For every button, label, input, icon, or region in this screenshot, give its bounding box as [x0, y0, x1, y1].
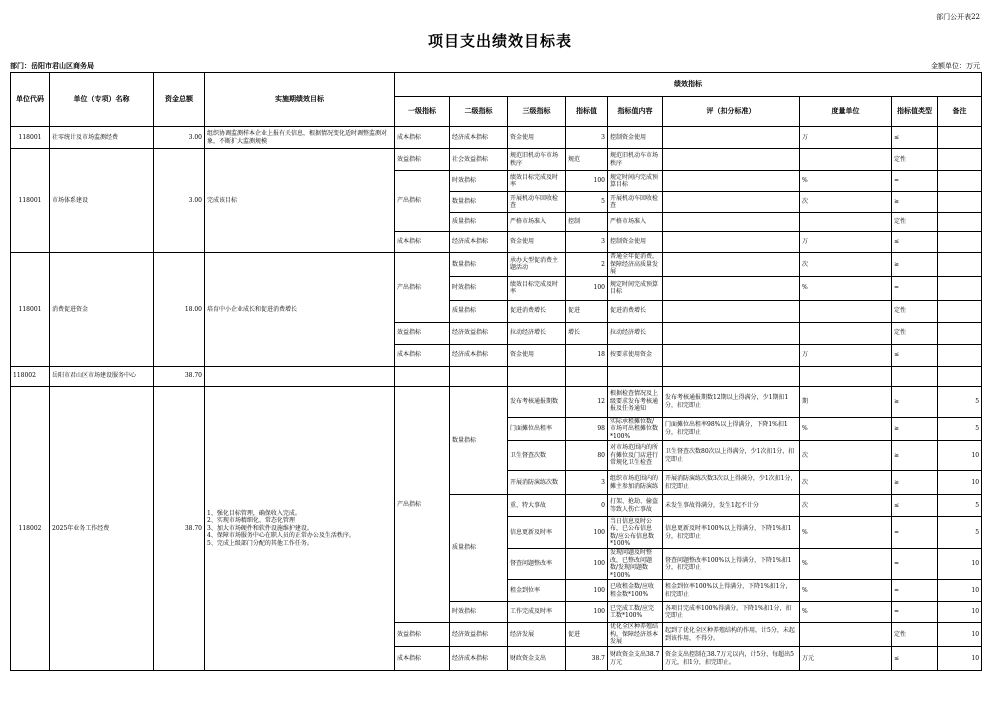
- cell-content: 控制资金使用: [608, 232, 663, 253]
- cell-code: 118001: [11, 149, 50, 253]
- cell-l2: 经济成本指标: [450, 344, 508, 366]
- cell-l2: 经济成本指标: [450, 127, 508, 149]
- cell-score: [663, 344, 800, 366]
- cell-l2: 质量指标: [450, 495, 508, 602]
- cell-value: 3: [566, 471, 608, 495]
- cell-l2: 时效指标: [450, 276, 508, 300]
- cell-value: 0: [566, 495, 608, 517]
- table-row: [11, 127, 982, 149]
- cell-note: 10: [938, 549, 982, 580]
- cell-note: [938, 127, 982, 149]
- cell-goal: 1、强化目标管理，确保收入完成。 2、实现市场精细化、常态化管理 3、加大市场硬件和软件设施维护建设。 4、保障市场服务中心在职人员的正常办公及生活秩序。 5、完成上级部门分配的其他工作任务。: [205, 386, 395, 671]
- cell-content: 财政资金支出38.7万元: [608, 647, 663, 671]
- cell-amount: 38.70: [154, 386, 205, 671]
- cell-value: 促进: [566, 300, 608, 322]
- cell-note: [938, 276, 982, 300]
- cell-score: 租金到位率100%以上得满分，下降1%扣1分，扣完即止: [663, 580, 800, 602]
- col-score: 评（扣分标准）: [663, 97, 800, 127]
- cell-note: [938, 213, 982, 232]
- cell-code: 118002: [11, 386, 50, 671]
- cell-amount: 38.70: [154, 366, 205, 386]
- cell-unit: %: [800, 580, 892, 602]
- cell-score: [663, 253, 800, 277]
- cell-unit: [800, 213, 892, 232]
- cell-content: 严格市场准入: [608, 213, 663, 232]
- cell-l3: 门面摊位出租率: [508, 417, 566, 441]
- cell-score: 起到了优化全区种养殖结构的作用，计5分，未起到该作用，不得分。: [663, 623, 800, 647]
- cell-value: 38.7: [566, 647, 608, 671]
- cell-score: [663, 232, 800, 253]
- cell-l1: 产出指标: [395, 171, 450, 232]
- cell-unit: 次: [800, 192, 892, 213]
- cell-value: 3: [566, 127, 608, 149]
- table-row: [11, 386, 982, 417]
- cell-l3: 规范旧机动车市场秩序: [508, 149, 566, 171]
- col-content: 指标值内容: [608, 97, 663, 127]
- performance-table: [10, 72, 982, 671]
- cell-l3: 资金使用: [508, 344, 566, 366]
- cell-l3: 重、特大事故: [508, 495, 566, 517]
- cell-score: [663, 300, 800, 322]
- col-amount: 资金总额: [154, 73, 205, 127]
- cell-score: 发布考核通报期数12期以上得满分，少1期扣1分，扣完即止: [663, 386, 800, 417]
- cell-content: 促进消费增长: [608, 300, 663, 322]
- cell-l2: 质量指标: [450, 213, 508, 232]
- cell-l2: 经济效益指标: [450, 322, 508, 344]
- cell-note: 5: [938, 386, 982, 417]
- cell-l1: 成本指标: [395, 232, 450, 253]
- cell-amount: 3.00: [154, 127, 205, 149]
- cell-value: 80: [566, 441, 608, 471]
- cell-vtype: =: [892, 517, 938, 549]
- cell-value: 100: [566, 602, 608, 623]
- cell-l3: 开展消防演练次数: [508, 471, 566, 495]
- cell-l3: 开展机动车回收检查: [508, 192, 566, 213]
- col-code: 单位代码: [11, 73, 50, 127]
- cell-score: [663, 149, 800, 171]
- cell-goal: 组织协调监测样本企业上报有关信息，根据情况变化适时调整监测对象，不断扩大监测规模: [205, 127, 395, 149]
- cell-note: 5: [938, 517, 982, 549]
- cell-name: 消费促进资金: [50, 253, 154, 367]
- cell-l1: 成本指标: [395, 647, 450, 671]
- cell-score: 开展消防演练次数3次以上得满分，少1次扣1分，扣完即止: [663, 471, 800, 495]
- cell-score: [663, 213, 800, 232]
- cell-l2: 经济成本指标: [450, 647, 508, 671]
- cell-value: 促进: [566, 623, 608, 647]
- cell-vtype: ≥: [892, 417, 938, 441]
- cell-l2: 数量指标: [450, 386, 508, 495]
- cell-value: 增长: [566, 322, 608, 344]
- cell-code: 118001: [11, 253, 50, 367]
- cell-l1: 效益指标: [395, 149, 450, 171]
- cell-note: [938, 322, 982, 344]
- cell-l2: 经济成本指标: [450, 232, 508, 253]
- cell-note: 10: [938, 471, 982, 495]
- cell-score: 卫生督查次数80次以上得满分，少1次扣1分，扣完即止: [663, 441, 800, 471]
- cell-score: [663, 276, 800, 300]
- cell-score: [663, 192, 800, 213]
- cell-name: 社零统计及市场监测经费: [50, 127, 154, 149]
- cell-value: 5: [566, 192, 608, 213]
- cell-vtype: ≥: [892, 471, 938, 495]
- cell-vtype: ≤: [892, 344, 938, 366]
- cell-l1: 效益指标: [395, 322, 450, 344]
- cell-l2: 社会效益指标: [450, 149, 508, 171]
- cell-l3: 拉动经济增长: [508, 322, 566, 344]
- cell-l2: 经济效益指标: [450, 623, 508, 647]
- cell-value: 100: [566, 517, 608, 549]
- cell-vtype: ≤: [892, 647, 938, 671]
- col-unit: 度量单位: [800, 97, 892, 127]
- cell-vtype: =: [892, 549, 938, 580]
- cell-note: 10: [938, 647, 982, 671]
- cell-l3: 承办大型促消费主题活动: [508, 253, 566, 277]
- cell-unit: 次: [800, 253, 892, 277]
- cell-content: 按要求使用资金: [608, 344, 663, 366]
- cell-vtype: 定性: [892, 300, 938, 322]
- cell-note: [938, 300, 982, 322]
- cell-value: 2: [566, 253, 608, 277]
- table-number: 部门公开表22: [936, 13, 980, 21]
- cell-unit: 万: [800, 127, 892, 149]
- cell-content: 规定时间完成预算目标: [608, 276, 663, 300]
- table-row: [11, 149, 982, 171]
- cell-content: 普通全年促消费，保障经济高质量发展: [608, 253, 663, 277]
- cell-vtype: 定性: [892, 322, 938, 344]
- cell-value: 12: [566, 386, 608, 417]
- cell-l3: 信息更新及时率: [508, 517, 566, 549]
- cell-l3: 租金到位率: [508, 580, 566, 602]
- cell-l3: 绩效目标完成及时率: [508, 276, 566, 300]
- cell-score: [663, 322, 800, 344]
- cell-content: 对市场范围内的所有摊位及门店进行常规化卫生检查: [608, 441, 663, 471]
- cell-note: 10: [938, 580, 982, 602]
- cell-value: 18: [566, 344, 608, 366]
- cell-note: 5: [938, 495, 982, 517]
- cell-vtype: ≥: [892, 441, 938, 471]
- cell-vtype: ≤: [892, 127, 938, 149]
- table-row: [11, 366, 982, 386]
- cell-content: 组织市场范围内的摊主参加消防演练: [608, 471, 663, 495]
- cell-l2: 时效指标: [450, 602, 508, 623]
- cell-unit: 期: [800, 386, 892, 417]
- cell-note: 10: [938, 623, 982, 647]
- col-name: 单位（专项）名称: [50, 73, 154, 127]
- cell-note: [938, 192, 982, 213]
- col-goal: 实施期绩效目标: [205, 73, 395, 127]
- cell-code: 118002: [11, 366, 50, 386]
- cell-content: 优化全区种养殖结构，保障经济基本发展: [608, 623, 663, 647]
- cell-unit: [800, 149, 892, 171]
- cell-vtype: ≤: [892, 495, 938, 517]
- cell-unit: 次: [800, 495, 892, 517]
- cell-content: 拉动经济增长: [608, 322, 663, 344]
- cell-name: 2025年业务工作经费: [50, 386, 154, 671]
- cell-l2: 数量指标: [450, 253, 508, 277]
- cell-vtype: =: [892, 276, 938, 300]
- cell-value: 100: [566, 580, 608, 602]
- cell-vtype: ≤: [892, 232, 938, 253]
- cell-unit: %: [800, 417, 892, 441]
- cell-unit: 次: [800, 441, 892, 471]
- cell-l2: 质量指标: [450, 300, 508, 322]
- cell-value: 100: [566, 276, 608, 300]
- cell-unit: 万: [800, 344, 892, 366]
- cell-unit: %: [800, 171, 892, 192]
- cell-goal: 培育中小企业成长和促进消费增长: [205, 253, 395, 367]
- cell-score: 门面摊位出租率98%以上得满分，下降1%扣1分，扣完即止: [663, 417, 800, 441]
- cell-note: [938, 149, 982, 171]
- cell-content: 实际承租摊位数/市场可出租摊位数*100%: [608, 417, 663, 441]
- cell-score: [663, 127, 800, 149]
- cell-name: 市场体系建设: [50, 149, 154, 253]
- cell-content: 根据检查情况及上级要求发布考核通报及任务通知: [608, 386, 663, 417]
- col-value: 指标值: [566, 97, 608, 127]
- cell-note: [938, 232, 982, 253]
- cell-score: 信息更新及时率100%以上得满分，下降1%扣1分，扣完即止: [663, 517, 800, 549]
- col-vtype: 指标值类型: [892, 97, 938, 127]
- cell-l3: 财政资金支出: [508, 647, 566, 671]
- cell-vtype: ≥: [892, 253, 938, 277]
- cell-content: 打架、抢劫、偷盗等致人伤亡事故: [608, 495, 663, 517]
- cell-unit: [800, 300, 892, 322]
- cell-value: 100: [566, 549, 608, 580]
- department-label: 部门：岳阳市君山区商务局: [10, 61, 94, 70]
- cell-value: 控制: [566, 213, 608, 232]
- cell-vtype: 定性: [892, 149, 938, 171]
- cell-unit: [800, 322, 892, 344]
- cell-note: 10: [938, 602, 982, 623]
- cell-unit: %: [800, 602, 892, 623]
- cell-l1: 成本指标: [395, 127, 450, 149]
- col-perf: 绩效指标: [395, 73, 982, 97]
- cell-vtype: 定性: [892, 213, 938, 232]
- cell-l1: 产出指标: [395, 386, 450, 623]
- cell-content: 发现问题及时整改，已整改问题数/发现问题数*100%: [608, 549, 663, 580]
- cell-value: 3: [566, 232, 608, 253]
- cell-vtype: =: [892, 602, 938, 623]
- cell-amount: 3.00: [154, 149, 205, 253]
- cell-l3: 卫生督查次数: [508, 441, 566, 471]
- cell-l3: 工作完成及时率: [508, 602, 566, 623]
- cell-score: [663, 171, 800, 192]
- cell-vtype: =: [892, 580, 938, 602]
- cell-unit: 次: [800, 471, 892, 495]
- cell-l1: 成本指标: [395, 344, 450, 366]
- amount-unit-label: 金额单位：万元: [931, 62, 980, 70]
- cell-note: [938, 171, 982, 192]
- cell-note: [938, 344, 982, 366]
- cell-vtype: ≥: [892, 386, 938, 417]
- cell-note: [938, 253, 982, 277]
- cell-code: 118001: [11, 127, 50, 149]
- cell-unit: %: [800, 549, 892, 580]
- col-l2: 二级指标: [450, 97, 508, 127]
- cell-l1: 效益指标: [395, 623, 450, 647]
- page-title: 项目支出绩效目标表: [427, 32, 572, 50]
- cell-content: 开展机动车回收检查: [608, 192, 663, 213]
- cell-content: 规定时间内完成预算目标: [608, 171, 663, 192]
- cell-unit: [800, 623, 892, 647]
- cell-note: 5: [938, 417, 982, 441]
- cell-l3: 发布考核通报期数: [508, 386, 566, 417]
- col-note: 备注: [938, 97, 982, 127]
- cell-vtype: 定性: [892, 623, 938, 647]
- col-l3: 三级指标: [508, 97, 566, 127]
- cell-score: 未发生事故得满分，发生1起不计分: [663, 495, 800, 517]
- cell-content: 已完成工数/应完工数*100%: [608, 602, 663, 623]
- cell-l3: 严格市场准入: [508, 213, 566, 232]
- cell-unit: 万元: [800, 647, 892, 671]
- cell-unit: %: [800, 517, 892, 549]
- cell-value: 100: [566, 171, 608, 192]
- cell-content: 控制资金使用: [608, 127, 663, 149]
- cell-unit: 万: [800, 232, 892, 253]
- cell-vtype: =: [892, 171, 938, 192]
- table-row: [11, 253, 982, 277]
- cell-goal: 完成该目标: [205, 149, 395, 253]
- cell-l3: 资金使用: [508, 232, 566, 253]
- cell-value: 98: [566, 417, 608, 441]
- cell-name: 岳阳市君山区市场建设服务中心: [50, 366, 154, 386]
- cell-l2: 时效指标: [450, 171, 508, 192]
- cell-l2: 数量指标: [450, 192, 508, 213]
- cell-content: 规范旧机动车市场秩序: [608, 149, 663, 171]
- cell-score: 各项目完成率100%得满分，下降1%扣1分，扣完即止: [663, 602, 800, 623]
- cell-score: 督查问题整改率100%以上得满分，下降1%扣1分，扣完即止: [663, 549, 800, 580]
- cell-score: 资金支出控制在38.7万元以内，计5分，每超出5万元，扣1分，扣完即止。: [663, 647, 800, 671]
- cell-vtype: ≥: [892, 192, 938, 213]
- cell-content: 当日信息及时公布，已公布信息数/应公布信息数*100%: [608, 517, 663, 549]
- cell-l3: 资金使用: [508, 127, 566, 149]
- cell-amount: 18.00: [154, 253, 205, 367]
- cell-l3: 督查问题整改率: [508, 549, 566, 580]
- cell-unit: %: [800, 276, 892, 300]
- cell-l3: 促进消费增长: [508, 300, 566, 322]
- cell-value: 规范: [566, 149, 608, 171]
- cell-note: 10: [938, 441, 982, 471]
- cell-content: 已收租金数/应收租金数*100%: [608, 580, 663, 602]
- cell-l3: 经济发展: [508, 623, 566, 647]
- col-l1: 一级指标: [395, 97, 450, 127]
- cell-l1: 产出指标: [395, 253, 450, 323]
- cell-l3: 绩效目标完成及时率: [508, 171, 566, 192]
